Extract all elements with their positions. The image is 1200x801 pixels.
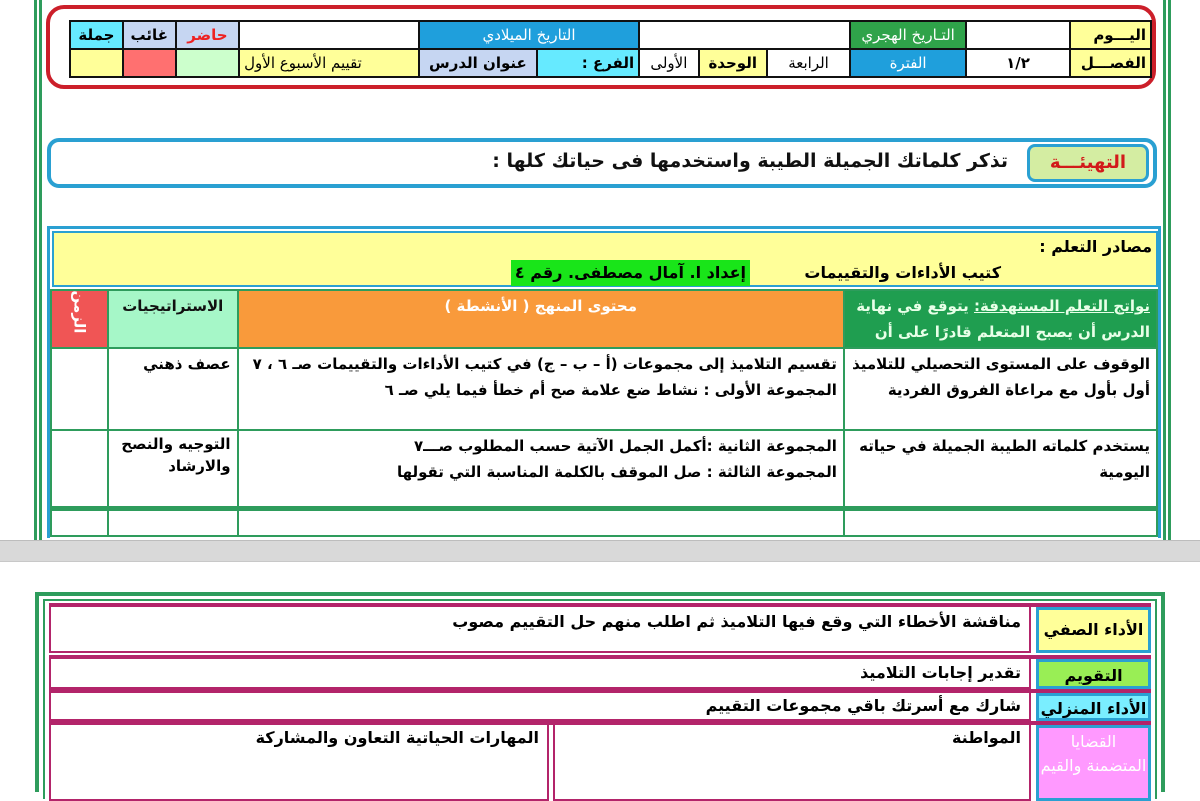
- resource-author: إعداد ا. آمال مصطفى. رقم ٤: [511, 260, 750, 286]
- period-value: الرابعة: [767, 49, 851, 77]
- lesson-header-table: [69, 20, 1152, 78]
- class-label: الفصـــل: [1070, 49, 1151, 77]
- lesson-plan-table: [50, 289, 1158, 537]
- homework-value: شارك مع أسرتك باقي مجموعات التقييم: [49, 693, 1031, 721]
- document-page-2: [0, 562, 1200, 790]
- hijri-date-label: التـاريخ الهجري: [850, 21, 966, 49]
- page-border-left: [34, 0, 37, 540]
- header-outcomes-title: نواتج التعلم المستهدفة:: [973, 297, 1150, 315]
- content-line: تقسيم التلاميذ إلى مجموعات (أ – ب – ج) في كتيب الأداءات والتقييمات صـ ٦ ، ٧: [252, 355, 837, 373]
- header-content: محتوى المنهج ( الأنشطة ): [238, 290, 844, 348]
- page2-inner-border: [43, 599, 1157, 799]
- evaluation-value: تقدير إجابات التلاميذ: [49, 659, 1031, 689]
- unit-label: الوحدة: [699, 49, 767, 77]
- homework-label: الأداء المنزلي: [1036, 693, 1151, 721]
- header-time-label: الزمن: [70, 290, 89, 334]
- resource-book: كتيب الأداءات والتقييمات: [804, 263, 1001, 282]
- lesson-plan-section: [47, 226, 1161, 538]
- page-border-left-inner: [39, 0, 42, 540]
- issue-citizenship: المواطنة: [553, 725, 1031, 801]
- absent-label: غائب: [123, 21, 176, 49]
- present-count[interactable]: [176, 49, 239, 77]
- unit-value: الأولى: [639, 49, 699, 77]
- page-border-right: [1168, 0, 1171, 540]
- issues-values-row: [49, 721, 1151, 801]
- content-line: المجموعة الثانية :أكمل الجمل الآتية حسب المطلوب صـــ٧: [413, 437, 837, 455]
- learning-resources: [52, 231, 1158, 287]
- day-value[interactable]: [966, 21, 1070, 49]
- content-cell: [238, 430, 844, 508]
- hijri-date-value[interactable]: [639, 21, 850, 49]
- intro-label: التهيئـــة: [1027, 144, 1149, 182]
- total-label: جملة: [70, 21, 123, 49]
- outcome-cell: يستخدم كلماته الطيبة الجميلة في حياته اليومية: [844, 430, 1157, 508]
- table-row: [51, 348, 1157, 430]
- gregorian-date-label: التاريخ الميلادي: [419, 21, 639, 49]
- outcome-cell: [844, 508, 1157, 536]
- strategy-cell: عصف ذهني: [108, 348, 238, 430]
- learning-resources-label: مصادر التعلم :: [1039, 237, 1152, 256]
- content-line: المجموعة الأولى : نشاط ضع علامة صح أم خطأ فيما يلي صـ ٦: [384, 381, 837, 399]
- content-cell: [238, 348, 844, 430]
- gregorian-date-value[interactable]: [239, 21, 419, 49]
- issue-life-skills: المهارات الحياتية التعاون والمشاركة: [49, 725, 549, 801]
- page-border-right-inner: [1163, 0, 1166, 540]
- class-value: ١/٢: [966, 49, 1070, 77]
- class-performance-label: الأداء الصفي: [1036, 607, 1151, 653]
- table-header-row: [51, 290, 1157, 348]
- header-outcomes-text: يتوقع في نهاية الدرس أن يصبح المتعلم قادرًا على أن: [856, 297, 1150, 341]
- period-label: الفترة: [850, 49, 966, 77]
- branch-label: الفرع :: [537, 49, 639, 77]
- time-cell: [51, 508, 108, 536]
- issues-values-label: القضايا المتضمنة والقيم: [1036, 725, 1151, 801]
- total-count[interactable]: [70, 49, 123, 77]
- strategy-cell: [108, 508, 238, 536]
- table-row: [51, 430, 1157, 508]
- time-cell: [51, 430, 108, 508]
- lesson-header-box: [46, 5, 1156, 89]
- page2-border: [35, 592, 1165, 792]
- present-label: حاضر: [176, 21, 239, 49]
- class-performance-row: [49, 603, 1151, 653]
- homework-row: [49, 689, 1151, 721]
- absent-count[interactable]: [123, 49, 176, 77]
- lesson-title-label: عنوان الدرس: [419, 49, 537, 77]
- time-cell: [51, 348, 108, 430]
- header-strategies: الاستراتيجيات: [108, 290, 238, 348]
- content-cell: [238, 508, 844, 536]
- evaluation-label: التقويم: [1036, 659, 1151, 689]
- lesson-title-value: تقييم الأسبوع الأول: [239, 49, 419, 77]
- day-label: اليـــوم: [1070, 21, 1151, 49]
- strategy-cell: التوجيه والنصح والارشاد: [108, 430, 238, 508]
- intro-box: [47, 138, 1157, 188]
- header-time: [51, 290, 108, 348]
- intro-text: تذكر كلماتك الجميلة الطيبة واستخدمها فى حياتك كلها :: [492, 150, 1008, 172]
- outcome-cell: الوقوف على المستوى التحصيلي للتلاميذ أول بأول مع مراعاة الفروق الفردية: [844, 348, 1157, 430]
- class-performance-value: مناقشة الأخطاء التي وقع فيها التلاميذ ثم اطلب منهم حل التقييم مصوب: [49, 607, 1031, 653]
- table-row: [51, 508, 1157, 536]
- evaluation-row: [49, 655, 1151, 689]
- header-outcomes: [844, 290, 1157, 348]
- page-separator: [0, 540, 1200, 562]
- content-line: المجموعة الثالثة : صل الموقف بالكلمة المناسبة التي تقولها: [396, 463, 837, 481]
